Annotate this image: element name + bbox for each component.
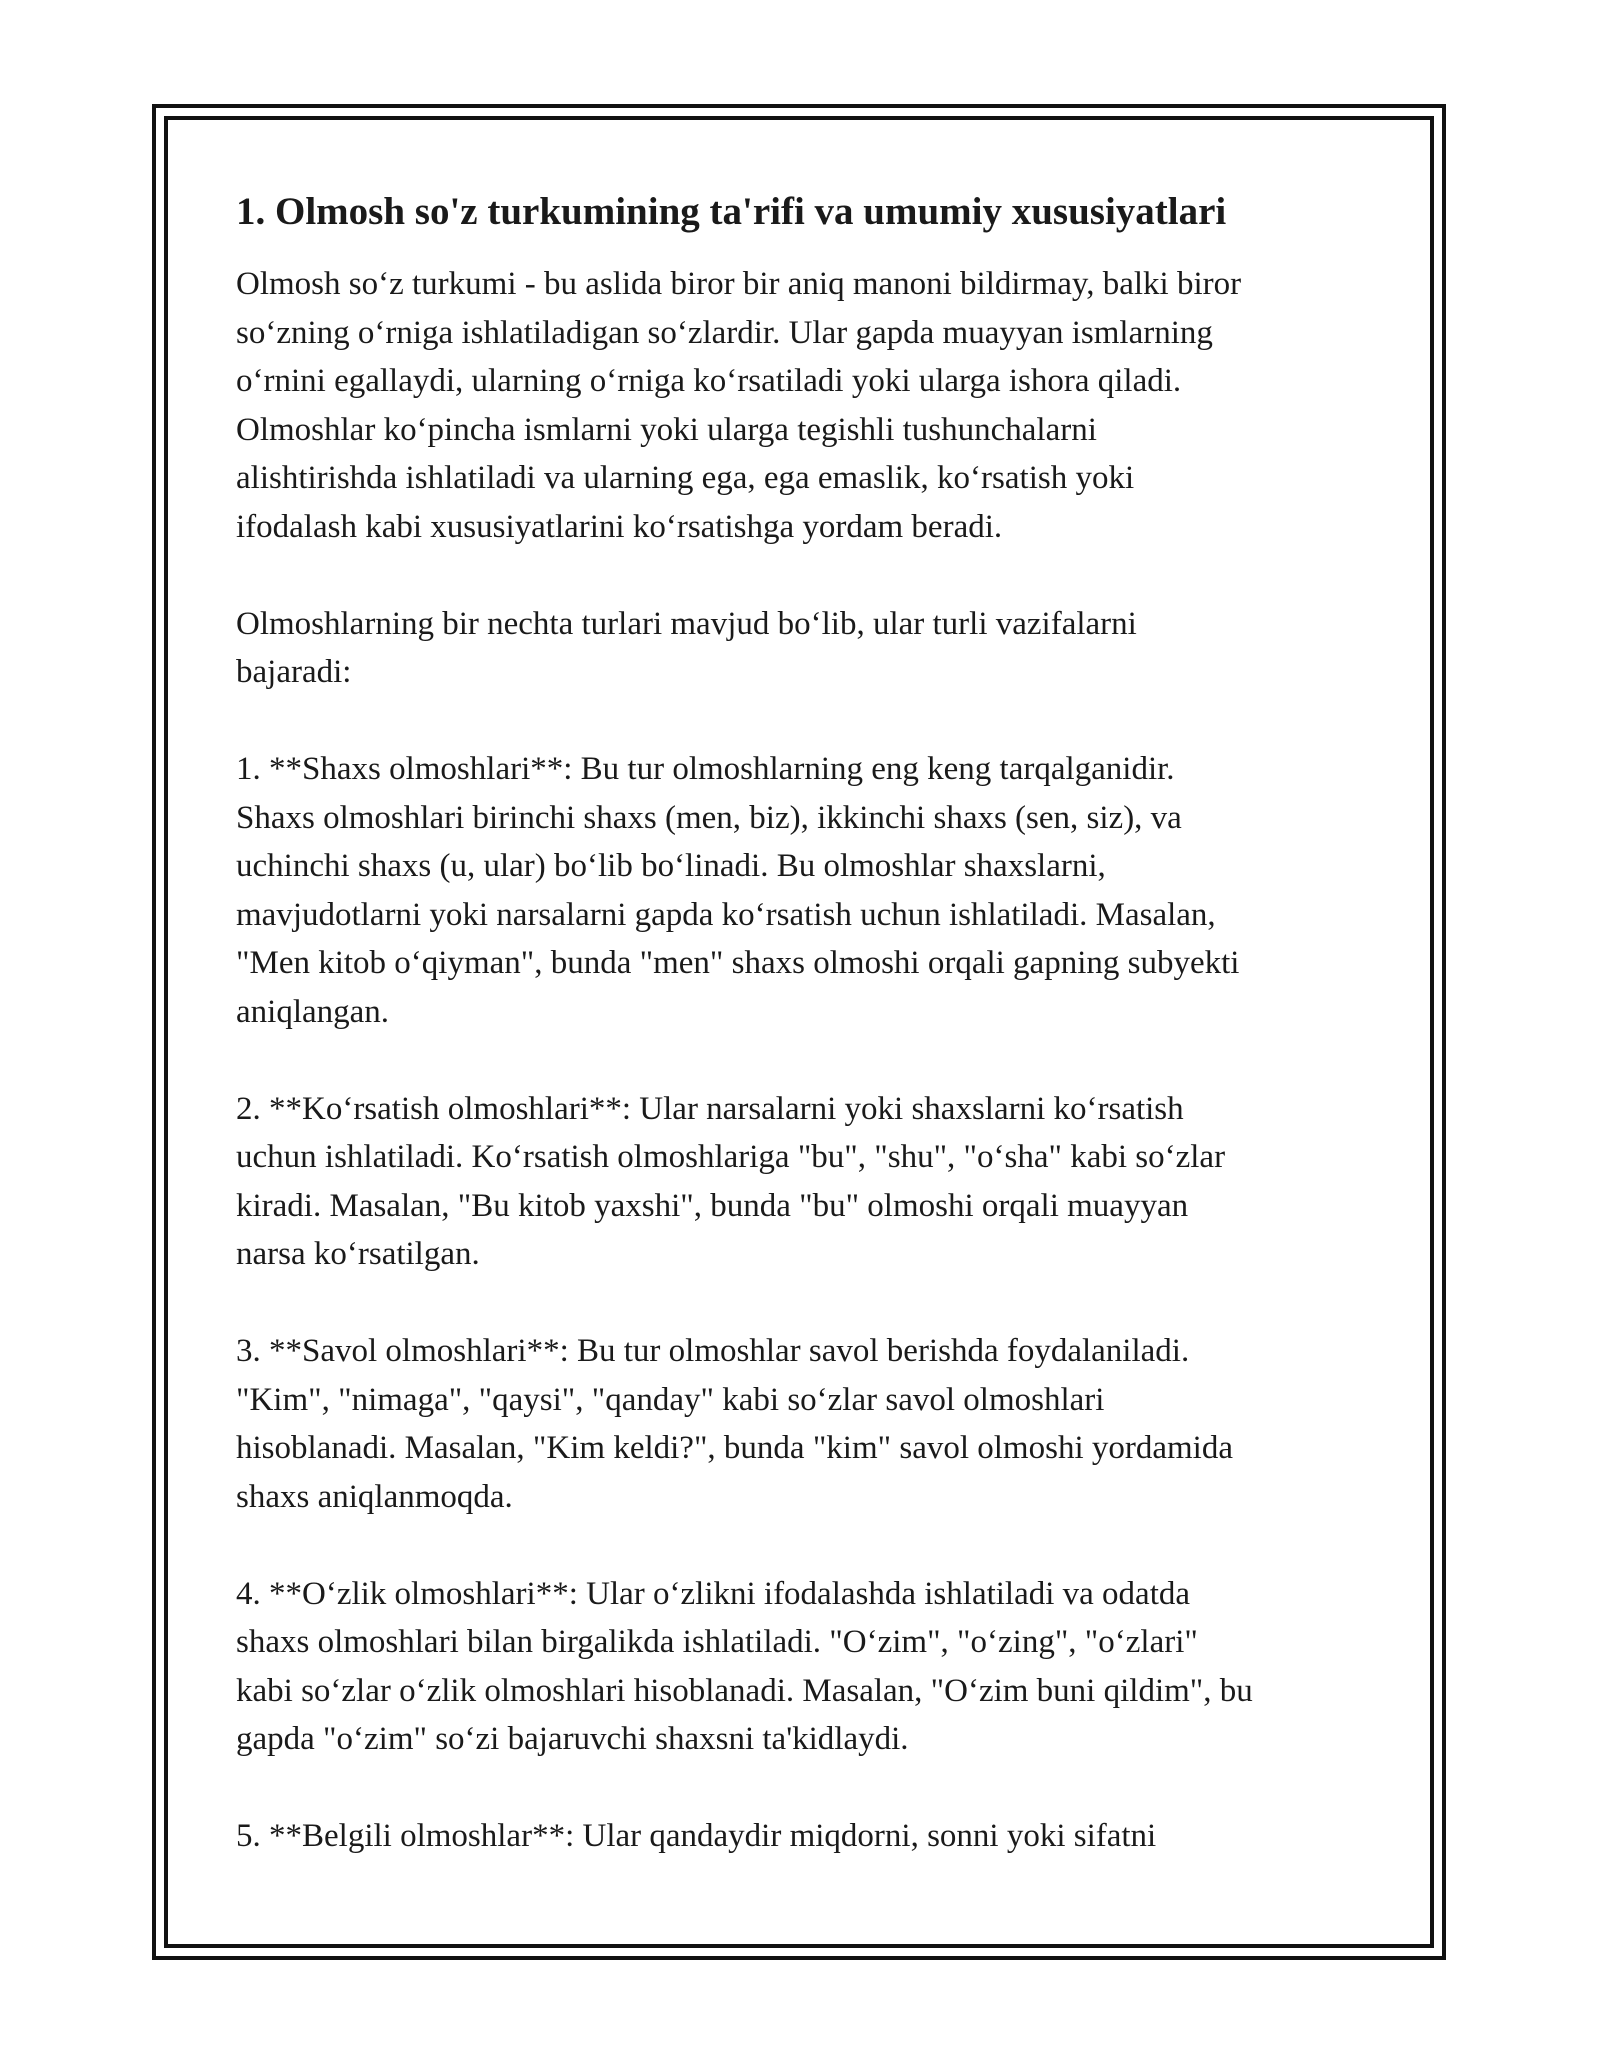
paragraph-reflexive-pronouns <box>236 1570 1376 1764</box>
text-line: hisoblanadi. Masalan, "Kim keldi?", bunda "kim" savol olmoshi yordamida <box>236 1430 1233 1466</box>
text-line: kiradi. Masalan, "Bu kitob yaxshi", bunda "bu" olmoshi orqali muayyan <box>236 1187 1189 1224</box>
text-line: so‘zning o‘rniga ishlatiladigan so‘zlardir. Ular gapda muayyan ismlarning <box>236 314 1213 351</box>
text-line: aniqlangan. <box>236 993 390 1030</box>
text-line: bajaradi: <box>236 654 352 690</box>
text-line: alishtirishda ishlatiladi va ularning ega, ega emaslik, ko‘rsatish yoki <box>236 460 1135 496</box>
text-line: shaxs aniqlanmoqda. <box>236 1478 513 1515</box>
paragraph-types-intro <box>236 600 1376 697</box>
paragraph-attributive-pronouns <box>236 1812 1376 1861</box>
document-title: 1. Olmosh so'z turkumining ta'rifi va umumiy xususiyatlari <box>236 190 1227 233</box>
text-line: gapda "o‘zim" so‘zi bajaruvchi shaxsni ta'kidlaydi. <box>236 1721 909 1757</box>
text-line: Olmosh so‘z turkumi - bu aslida biror bir aniq manoni bildirmay, balki biror <box>236 266 1242 302</box>
text-line: 2. **Ko‘rsatish olmoshlari**: Ular narsalarni yoki shaxslarni ko‘rsatish <box>236 1090 1184 1127</box>
text-line: Olmoshlarning bir nechta turlari mavjud bo‘lib, ular turli vazifalarni <box>236 605 1137 642</box>
text-line: uchun ishlatiladi. Ko‘rsatish olmoshlariga "bu", "shu", "o‘sha" kabi so‘zlar <box>236 1139 1226 1175</box>
paragraph-definition <box>236 260 1376 551</box>
text-line: shaxs olmoshlari bilan birgalikda ishlatiladi. "O‘zim", "o‘zing", "o‘zlari" <box>236 1624 1198 1660</box>
paragraph-interrogative-pronouns <box>236 1327 1376 1521</box>
text-line: 4. **O‘zlik olmoshlari**: Ular o‘zlikni ifodalashda ishlatiladi va odatda <box>236 1575 1191 1612</box>
text-line: narsa ko‘rsatilgan. <box>236 1236 480 1272</box>
text-line: 5. **Belgili olmoshlar**: Ular qandaydir miqdorni, sonni yoki sifatni <box>236 1818 1157 1854</box>
text-line: uchinchi shaxs (u, ular) bo‘lib bo‘linadi. Bu olmoshlar shaxslarni, <box>236 848 1106 884</box>
text-line: Shaxs olmoshlari birinchi shaxs (men, biz), ikkinchi shaxs (sen, siz), va <box>236 799 1182 836</box>
text-line: kabi so‘zlar o‘zlik olmoshlari hisoblanadi. Masalan, "O‘zim buni qildim", bu <box>236 1672 1253 1709</box>
paragraph-demonstrative-pronouns <box>236 1085 1376 1279</box>
paragraph-personal-pronouns <box>236 745 1376 1036</box>
text-line: o‘rnini egallaydi, ularning o‘rniga ko‘rsatiladi yoki ularga ishora qiladi. <box>236 363 1182 399</box>
text-line: "Men kitob o‘qiyman", bunda "men" shaxs olmoshi orqali gapning subyekti <box>236 945 1240 981</box>
document-body <box>236 188 1376 1909</box>
text-line: Olmoshlar ko‘pincha ismlarni yoki ularga tegishli tushunchalarni <box>236 411 1097 448</box>
text-line: mavjudotlarni yoki narsalarni gapda ko‘rsatish uchun ishlatiladi. Masalan, <box>236 896 1216 933</box>
text-line: ifodalash kabi xususiyatlarini ko‘rsatishga yordam beradi. <box>236 508 1003 545</box>
text-line: 1. **Shaxs olmoshlari**: Bu tur olmoshlarning eng keng tarqalganidir. <box>236 751 1175 787</box>
text-line: "Kim", "nimaga", "qaysi", "qanday" kabi so‘zlar savol olmoshlari <box>236 1381 1105 1418</box>
text-line: 3. **Savol olmoshlari**: Bu tur olmoshlar savol berishda foydalaniladi. <box>236 1333 1190 1369</box>
